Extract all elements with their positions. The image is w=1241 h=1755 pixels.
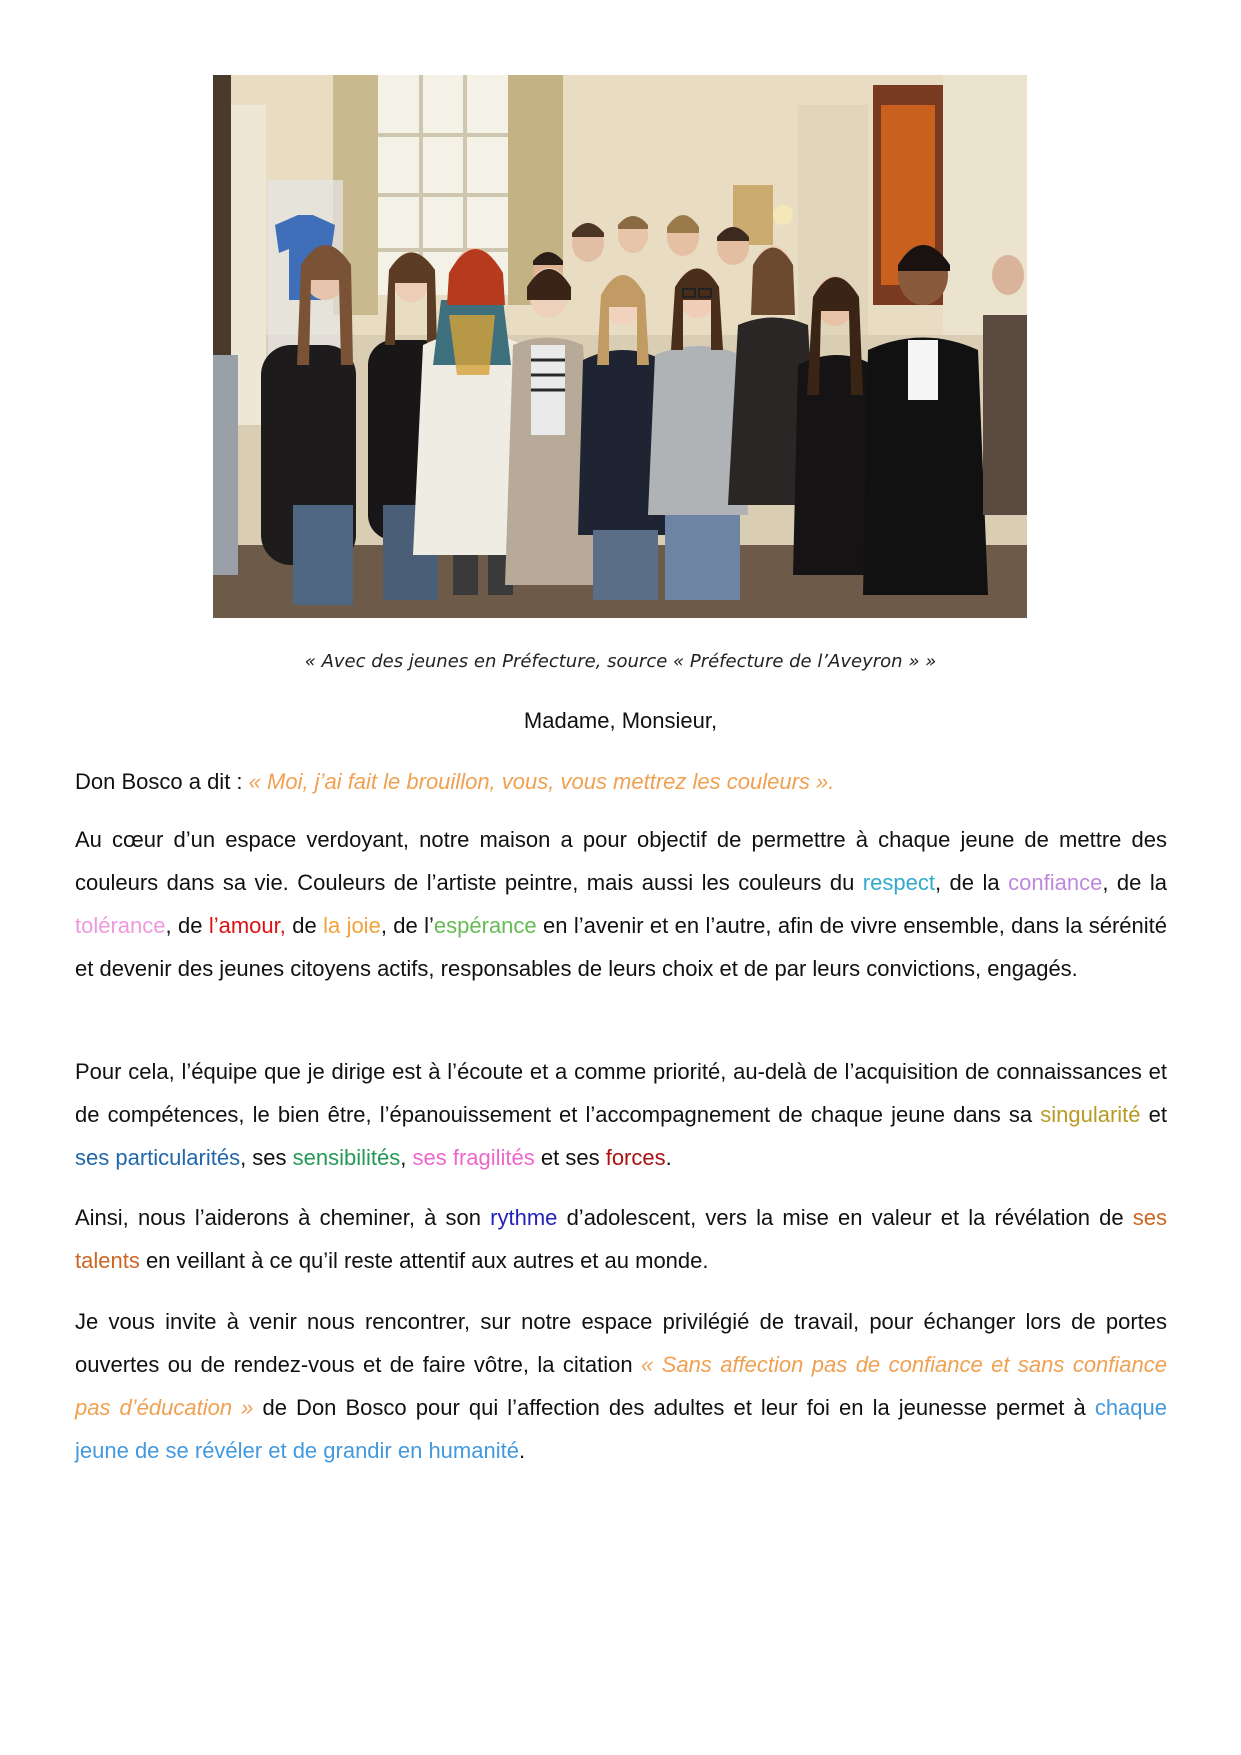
text-segment: , ses [240, 1145, 293, 1170]
text-segment: et ses [534, 1145, 606, 1170]
text-segment: . [665, 1145, 672, 1170]
word-tolerance: tolérance [75, 913, 166, 938]
text-segment: , [400, 1145, 413, 1170]
word-rythme: rythme [490, 1205, 558, 1230]
text-segment: , de l’ [380, 913, 434, 938]
word-sensibilites: sensibilités [292, 1145, 401, 1170]
affection-quote: « Sans affection pas de confiance et sans confiance pas d’éducation » [75, 1352, 1167, 1420]
word-respect: respect [862, 870, 935, 895]
group-photo-illustration [213, 75, 1027, 618]
text-segment: de Don Bosco pour qui l’affection des adultes et leur foi en la jeunesse permet à [253, 1395, 1095, 1420]
text-segment: et [1140, 1102, 1167, 1127]
text-segment: , de [165, 913, 209, 938]
word-forces: forces [605, 1145, 666, 1170]
word-particularites: ses particularités [75, 1145, 241, 1170]
word-joie: la joie [323, 913, 381, 938]
paragraph-team [75, 1050, 1167, 1179]
text-segment: , de la [934, 870, 1009, 895]
text-segment: Je vous invite à venir nous rencontrer, sur notre espace privilégié de travail, pour échanger lors de portes ouvertes ou de rendez-vous et de faire vôtre, la citation [75, 1309, 1167, 1377]
word-confiance: confiance [1008, 870, 1103, 895]
text-segment: Ainsi, nous l’aiderons à cheminer, à son [75, 1205, 491, 1230]
intro-text: Don Bosco a dit : [75, 769, 249, 794]
photo-caption: « Avec des jeunes en Préfecture, source « Préfecture de l’Aveyron » » [304, 651, 937, 672]
paragraph-growth [75, 1196, 1167, 1282]
text-segment: Pour cela, l’équipe que je dirige est à l’écoute et a comme priorité, au-delà de l’acquisition de connaissances et de compétences, le bien être, l’épanouissement et l’accompagnement de chaque jeune dans sa [75, 1059, 1167, 1127]
text-segment: . [518, 1438, 526, 1463]
paragraph-quote [75, 760, 1167, 803]
phrase-grandir: chaque jeune de se révéler et de grandir en humanité [75, 1395, 1167, 1463]
paragraph-values [75, 818, 1167, 990]
text-segment: de [285, 913, 324, 938]
text-segment: , de la [1102, 870, 1167, 895]
paragraph-invitation [75, 1300, 1167, 1472]
word-talents: ses talents [75, 1205, 1167, 1273]
text-segment: en veillant à ce qu’il reste attentif aux autres et au monde. [139, 1248, 709, 1273]
text-segment: d’adolescent, vers la mise en valeur et la révélation de [557, 1205, 1133, 1230]
text-segment: en l’avenir et en l’autre, afin de vivre ensemble, dans la sérénité et devenir des jeunes citoyens actifs, responsables de leurs choix et de par leurs convictions, engagés. [75, 913, 1168, 981]
word-amour: l’amour, [208, 913, 286, 938]
salutation: Madame, Monsieur, [523, 708, 718, 733]
word-esperance: espérance [433, 913, 537, 938]
don-bosco-quote: « Moi, j’ai fait le brouillon, vous, vous mettrez les couleurs ». [248, 769, 835, 794]
word-fragilites: ses fragilités [412, 1145, 535, 1170]
group-photo [213, 75, 1027, 618]
word-singularite: singularité [1040, 1102, 1141, 1127]
text-segment: Au cœur d’un espace verdoyant, notre maison a pour objectif de permettre à chaque jeune de mettre des couleurs dans sa vie. Couleurs de l’artiste peintre, mais aussi les couleurs du [75, 827, 1167, 895]
